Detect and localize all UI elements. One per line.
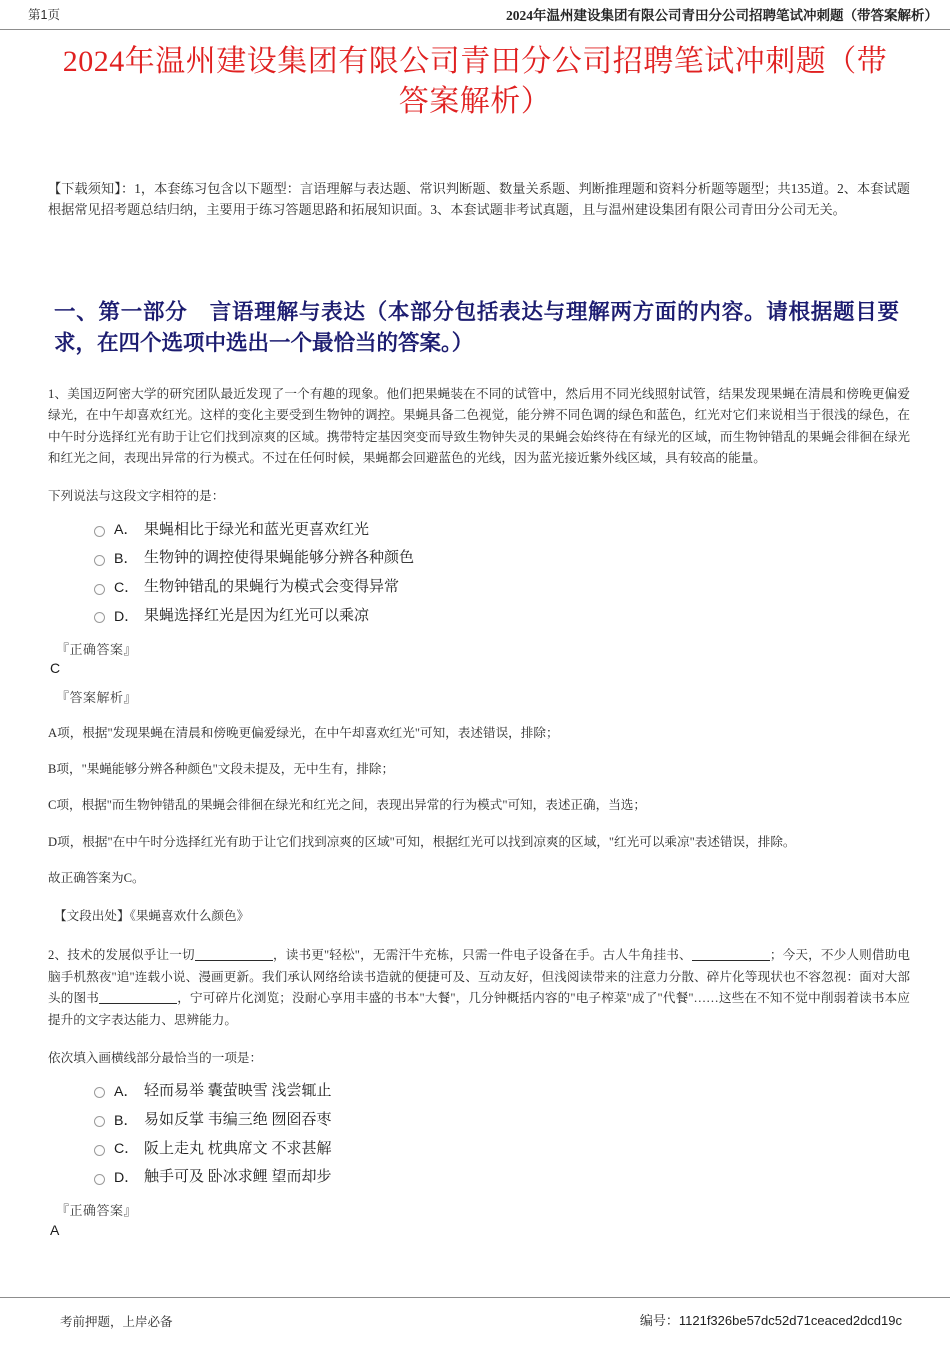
option-letter: C． [114,1141,139,1158]
document-body [48,178,910,1240]
radio-button-icon[interactable] [94,526,105,537]
option-row[interactable] [48,604,910,630]
analysis-conclusion: 故正确答案为C。 [48,871,145,886]
question-stem [48,945,910,1032]
fill-blank [692,948,770,961]
question-prompt: 下列说法与这段文字相符的是： [48,489,225,504]
analysis-label: 『答案解析』 [56,690,138,706]
fill-blank [195,948,273,961]
analysis-paragraph: A项，根据"发现果蝇在清晨和傍晚更偏爱绿光，在中午却喜欢红光"可知，表述错误，排除； [48,725,559,740]
option-text: 轻而易举 囊萤映雪 浅尝辄止 [144,1083,332,1100]
option-letter: A． [114,522,138,539]
stem-part: ，读书更"轻松"，无需汗牛充栋，只需一件电子设备在手。古人牛角挂书、 [272,948,692,963]
source-reference: 【文段出处】《果蝇喜欢什么颜色》 [54,908,250,923]
option-row[interactable] [48,546,910,572]
option-row[interactable] [48,1165,910,1191]
option-text: 触手可及 卧冰求鲤 望而却步 [144,1169,332,1186]
download-notice: 【下载须知】：1，本套练习包含以下题型：言语理解与表达题、常识判断题、数量关系题、判断推理题和资料分析题等题型；共135道。2、本套试题根据常见招考题总结归纳，主要用于练习答题思路和拓展知识面。3、本套试题非考试真题，且与温州建设集团有限公司青田分公司无关。 [48,181,910,218]
correct-answer-value: C [50,660,61,677]
question-prompt: 依次填入画横线部分最恰当的一项是： [48,1050,263,1065]
correct-answer-label: 『正确答案』 [56,641,138,657]
question-block-2 [48,945,910,1240]
option-list [48,518,910,630]
question-block-1 [48,384,910,928]
document-id-value: 1121f326be57dc52d71ceaced2dcd19c [678,1313,902,1328]
fill-blank [99,991,177,1004]
radio-button-icon[interactable] [94,1145,105,1156]
option-text: 生物钟错乱的果蝇行为模式会变得异常 [144,579,400,596]
option-row[interactable] [48,1137,910,1163]
stem-part: ；今天，不少人则借助电脑手机熬夜"追"连载小说、漫画更新。我们承认网络给读书造就的便捷可及、互动友好，但浅阅读带来的注意力分散、碎片化等现状也不容忽视：面对大部头的图书 [48,948,910,1006]
option-text: 易如反掌 韦编三绝 囫囵吞枣 [144,1111,332,1128]
stem-part: ，宁可碎片化浏览；没耐心享用丰盛的书本"大餐"，几分钟概括内容的"电子榨菜"成了"代餐"……这些在不知不觉中削弱着读书本应提升的文字表达能力、思辨能力。 [48,991,910,1028]
option-text: 果蝇相比于绿光和蓝光更喜欢红光 [144,521,370,538]
footer-document-id [640,1310,902,1329]
page-number-label: 第1页 [28,8,60,22]
option-letter: A． [114,1083,138,1100]
radio-button-icon[interactable] [94,584,105,595]
page-title: 2024年温州建设集团有限公司青田分公司招聘笔试冲刺题（带答案解析） [62,45,888,118]
option-row[interactable] [48,575,910,601]
option-text: 生物钟的调控使得果蝇能够分辨各种颜色 [144,550,415,567]
option-letter: D． [114,1170,139,1187]
radio-button-icon[interactable] [94,1174,105,1185]
radio-button-icon[interactable] [94,612,105,623]
footer-slogan: 考前押题，上岸必备 [60,1315,173,1329]
correct-answer-label: 『正确答案』 [56,1203,138,1219]
option-letter: B． [114,551,138,568]
running-header-title: 2024年温州建设集团有限公司青田分公司招聘笔试冲刺题（带答案解析） [506,8,938,23]
radio-button-icon[interactable] [94,1116,105,1127]
option-text: 果蝇选择红光是因为红光可以乘凉 [144,607,370,624]
option-row[interactable] [48,1108,910,1134]
option-letter: C． [114,579,139,596]
section-heading: 一、第一部分 言语理解与表达（本部分包括表达与理解两方面的内容。请根据题目要求，在四个选项中选出一个最恰当的答案。） [54,299,899,356]
analysis-paragraph: D项，根据"在中午时分选择红光有助于让它们找到凉爽的区域"可知，根据红光可以找到凉爽的区域，"红光可以乘凉"表述错误，排除。 [48,834,796,849]
correct-answer-value: A [50,1221,60,1238]
option-list [48,1079,910,1191]
radio-button-icon[interactable] [94,1087,105,1098]
running-footer [0,1297,950,1345]
analysis-paragraph: C项，根据"而生物钟错乱的果蝇会徘徊在绿光和红光之间，表现出异常的行为模式"可知，表述正确，当选； [48,798,646,813]
option-letter: D． [114,608,139,625]
option-letter: B． [114,1112,138,1129]
analysis-paragraph: B项，"果蝇能够分辨各种颜色"文段未提及，无中生有，排除； [48,762,395,777]
running-header [0,0,950,30]
document-id-label: 编号： [639,1313,679,1328]
radio-button-icon[interactable] [94,555,105,566]
question-stem: 1、美国迈阿密大学的研究团队最近发现了一个有趣的现象。他们把果蝇装在不同的试管中，然后用不同光线照射试管，结果发现果蝇在清晨和傍晚更偏爱绿光，在中午却喜欢红光。这样的变化主要受到生物钟的调控。果蝇具备二色视觉，能分辨不同色调的绿色和蓝色，红光对它们来说相当于很浅的绿色，在中午时分选择红光有助于让它们找到凉爽的区域。携带特定基因突变而导致生物钟失灵的果蝇会始终待在有绿光的区域，而生物钟错乱的果蝇会徘徊在绿光和红光之间，表现出异常的行为模式。不过在任何时候，果蝇都会回避蓝色的光线，因为蓝光接近紫外线区域，具有较高的能量。 [48,386,910,466]
option-row[interactable] [48,518,910,544]
stem-part: 2、技术的发展似乎让一切 [48,948,195,963]
option-row[interactable] [48,1079,910,1105]
option-text: 阪上走丸 枕典席文 不求甚解 [144,1140,332,1157]
